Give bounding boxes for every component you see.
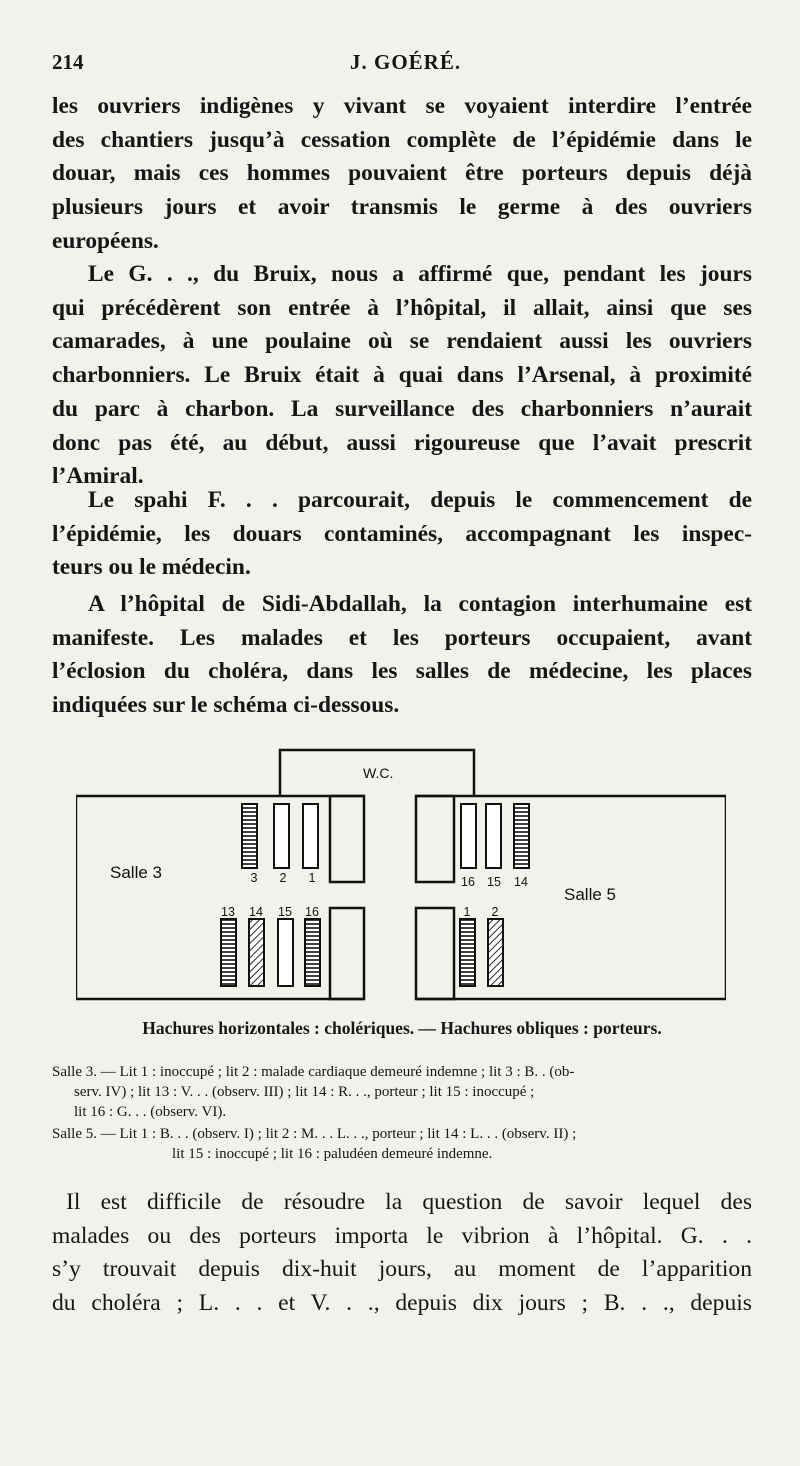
bed-carrier xyxy=(249,919,264,986)
paragraph-2 xyxy=(52,258,752,494)
bed-number: 15 xyxy=(487,875,501,889)
text-line: du choléra ; L. . . et V. . ., depuis dix jours ; B. . ., depuis xyxy=(52,1289,752,1316)
text-line: qui précédèrent son entrée à l’hôpital, il allait, ainsi que ses xyxy=(52,294,752,321)
text-line: l’épidémie, les douars contaminés, accompagnant les inspec- xyxy=(52,520,752,547)
note-line: Salle 3. — Lit 1 : inoccupé ; lit 2 : malade cardiaque demeuré indemne ; lit 3 : B. . (ob- xyxy=(52,1064,575,1080)
bed-cholera xyxy=(460,919,475,986)
running-head: J. GOÉRÉ. xyxy=(350,50,462,74)
room-label-salle-5: Salle 5 xyxy=(564,885,616,904)
bed-number: 1 xyxy=(463,905,471,919)
note-line: serv. IV) ; lit 13 : V. . . (observ. III) ; lit 14 : R. . ., porteur ; lit 15 : inoccupé ; xyxy=(74,1084,535,1100)
bed-number: 1 xyxy=(308,871,316,885)
bed-number: 15 xyxy=(278,905,292,919)
partition-block xyxy=(330,796,364,882)
text-line: donc pas été, au début, aussi rigoureuse que l’avait prescrit xyxy=(52,429,752,456)
text-line: manifeste. Les malades et les porteurs occupaient, avant xyxy=(52,624,752,651)
note-salle-3 xyxy=(52,1062,767,1122)
ward-floor-plan xyxy=(76,742,726,1004)
text-line: teurs ou le médecin. xyxy=(52,554,251,581)
bed-number: 2 xyxy=(491,905,499,919)
bed-number: 16 xyxy=(305,905,319,919)
room-label-salle-3: Salle 3 xyxy=(110,863,162,882)
text-line: s’y trouvait depuis dix-huit jours, au moment de l’apparition xyxy=(52,1256,752,1283)
note-salle-5 xyxy=(52,1124,767,1164)
text-line: Le G. . ., du Bruix, nous a affirmé que, pendant les jours xyxy=(88,261,752,287)
note-line: lit 16 : G. . . (observ. VI). xyxy=(74,1104,227,1120)
paragraph-3 xyxy=(52,484,752,585)
paragraph-4 xyxy=(52,588,752,723)
bed-carrier xyxy=(488,919,503,986)
bed-number: 16 xyxy=(461,875,475,889)
text-line: Il est difficile de résoudre la question de savoir lequel des xyxy=(66,1189,752,1215)
partition-block xyxy=(416,908,454,999)
text-line: l’Amiral. xyxy=(52,463,144,490)
text-line: A l’hôpital de Sidi-Abdallah, la contagion interhumaine est xyxy=(88,591,752,617)
page-number: 214 xyxy=(52,50,84,74)
text-line: charbonniers. Le Bruix était à quai dans l’Arsenal, à proximité xyxy=(52,362,752,389)
wc-label: W.C. xyxy=(363,765,394,781)
text-line: européens. xyxy=(52,227,159,254)
text-line: l’éclosion du choléra, dans les salles de médecine, les places xyxy=(52,658,752,685)
bed-cholera xyxy=(242,804,257,868)
bed-empty xyxy=(278,919,293,986)
text-line: plusieurs jours et avoir transmis le germe à des ouvriers xyxy=(52,194,752,221)
bed-empty xyxy=(303,804,318,868)
bed-empty xyxy=(274,804,289,868)
bed-number: 14 xyxy=(514,875,528,889)
text-line: indiquées sur le schéma ci-dessous. xyxy=(52,692,400,719)
bed-number: 3 xyxy=(250,871,258,885)
note-line: lit 15 : inoccupé ; lit 16 : paludéen demeuré indemne. xyxy=(172,1146,493,1162)
text-line: douar, mais ces hommes pouvaient être porteurs depuis déjà xyxy=(52,160,752,187)
bed-cholera xyxy=(221,919,236,986)
figure-caption: Hachures horizontales : cholériques. — Hachures obliques : porteurs. xyxy=(142,1018,662,1038)
page-header xyxy=(52,50,752,80)
partition-block xyxy=(330,908,364,999)
paragraph-1 xyxy=(52,90,752,259)
text-line: Le spahi F. . . parcourait, depuis le commencement de xyxy=(88,487,752,513)
bed-number: 2 xyxy=(279,871,287,885)
text-line: malades ou des porteurs importa le vibrion à l’hôpital. G. . . xyxy=(52,1222,752,1249)
bed-empty xyxy=(486,804,501,868)
paragraph-5 xyxy=(52,1186,752,1320)
partition-block xyxy=(416,796,454,882)
bed-cholera xyxy=(514,804,529,868)
bed-number: 14 xyxy=(249,905,263,919)
text-line: du parc à charbon. La surveillance des charbonniers n’aurait xyxy=(52,395,752,422)
bed-cholera xyxy=(305,919,320,986)
bed-empty xyxy=(461,804,476,868)
text-line: des chantiers jusqu’à cessation complète de l’épidémie dans le xyxy=(52,126,752,153)
note-line: Salle 5. — Lit 1 : B. . . (observ. I) ; lit 2 : M. . . L. . ., porteur ; lit 14 : L. . . (observ. II) ; xyxy=(52,1126,577,1142)
text-line: les ouvriers indigènes y vivant se voyaient interdire l’entrée xyxy=(52,93,752,119)
bed-number: 13 xyxy=(221,905,235,919)
text-line: camarades, à une poulaine où se rendaient aussi les ouvriers xyxy=(52,328,752,355)
